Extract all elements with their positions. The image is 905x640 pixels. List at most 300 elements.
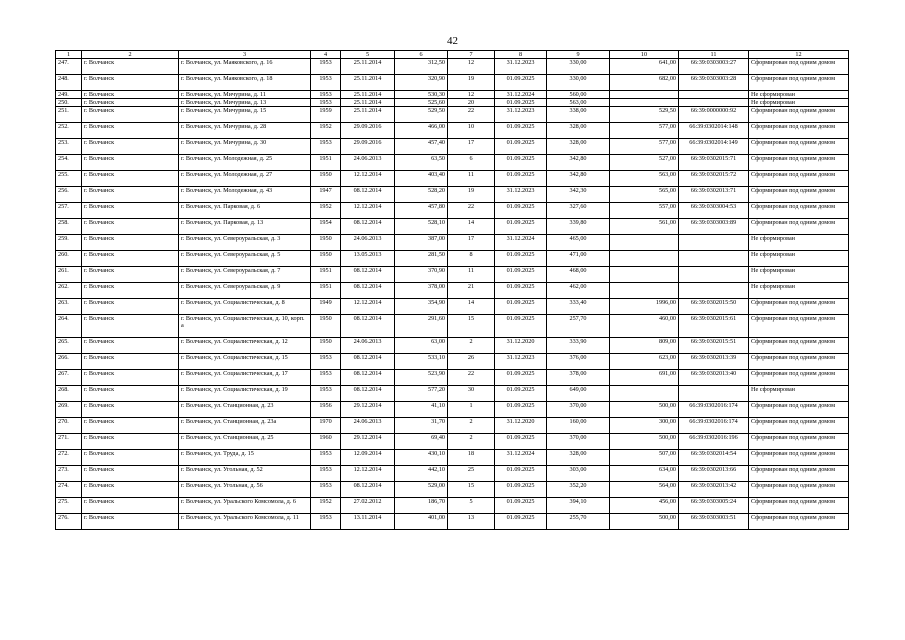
year-cell: 1952 [311,498,341,514]
deadline-cell: 01.09.2025 [495,482,547,498]
status-cell: Сформирован под одним домом [749,514,849,530]
count-cell: 13 [448,514,495,530]
year-cell: 1954 [311,219,341,235]
table-row [56,482,849,498]
value-cell: 328,00 [547,139,610,155]
cadastral-number-cell: 66:39:0302014:54 [679,450,749,466]
date-cell: 24.06.2013 [341,235,395,251]
city-cell: г. Волчанск [82,386,179,402]
address-cell: г. Волчанск, ул. Социалистическая, д. 17 [179,370,311,386]
count-cell: 11 [448,171,495,187]
row-number-cell: 258. [56,219,82,235]
city-cell: г. Волчанск [82,466,179,482]
row-number-cell: 276. [56,514,82,530]
table-row [56,203,849,219]
count-cell: 15 [448,315,495,338]
year-cell: 1951 [311,155,341,171]
row-number-cell: 248. [56,75,82,91]
value-cell: 376,00 [547,354,610,370]
status-cell: Не сформирован [749,91,849,99]
area-cell: 457,80 [395,203,448,219]
deadline-cell: 01.09.2025 [495,219,547,235]
count-cell: 2 [448,434,495,450]
value-cell: 333,90 [547,338,610,354]
land-area-cell: 527,00 [610,155,679,171]
date-cell: 08.12.2014 [341,267,395,283]
status-cell: Сформирован под одним домом [749,450,849,466]
cadastral-number-cell: 66:39:0302013:40 [679,370,749,386]
value-cell: 255,70 [547,514,610,530]
address-cell: г. Волчанск, ул. Мичурина, д. 28 [179,123,311,139]
deadline-cell: 01.09.2025 [495,514,547,530]
cadastral-number-cell: 66:39:0302015:61 [679,315,749,338]
land-area-cell: 1996,00 [610,299,679,315]
table-row [56,370,849,386]
area-cell: 577,20 [395,386,448,402]
row-number-cell: 271. [56,434,82,450]
count-cell: 22 [448,203,495,219]
year-cell: 1953 [311,450,341,466]
year-cell: 1951 [311,267,341,283]
date-cell: 08.12.2014 [341,219,395,235]
value-cell: 328,00 [547,450,610,466]
table-row [56,99,849,107]
city-cell: г. Волчанск [82,123,179,139]
table-row [56,235,849,251]
table-row [56,338,849,354]
cadastral-number-cell: 66:39:0302015:71 [679,155,749,171]
land-area-cell: 623,00 [610,354,679,370]
cadastral-number-cell: 66:39:0302016:174 [679,402,749,418]
year-cell: 1952 [311,203,341,219]
year-cell: 1950 [311,251,341,267]
row-number-cell: 268. [56,386,82,402]
address-cell: г. Волчанск, ул. Парковая, д. 6 [179,203,311,219]
row-number-cell: 274. [56,482,82,498]
value-cell: 257,70 [547,315,610,338]
value-cell: 333,40 [547,299,610,315]
count-cell: 25 [448,466,495,482]
land-area-cell: 500,00 [610,514,679,530]
status-cell: Сформирован под одним домом [749,338,849,354]
area-cell: 528,20 [395,187,448,203]
year-cell: 1953 [311,482,341,498]
year-cell: 1950 [311,171,341,187]
table-row [56,315,849,338]
land-area-cell [610,251,679,267]
table-row [56,91,849,99]
deadline-cell: 01.09.2025 [495,251,547,267]
status-cell: Не сформирован [749,386,849,402]
cadastral-number-cell: 66:39:0302013:42 [679,482,749,498]
area-cell: 530,30 [395,91,448,99]
date-cell: 29.12.2014 [341,434,395,450]
row-number-cell: 251. [56,107,82,123]
address-cell: г. Волчанск, ул. Социалистическая, д. 8 [179,299,311,315]
deadline-cell: 01.09.2025 [495,267,547,283]
header-cell: 9 [547,51,610,59]
deadline-cell: 31.12.2024 [495,235,547,251]
cadastral-number-cell: 66:39:0302016:174 [679,418,749,434]
land-area-cell: 500,00 [610,434,679,450]
date-cell: 25.11.2014 [341,59,395,75]
deadline-cell: 01.09.2025 [495,139,547,155]
date-cell: 27.02.2012 [341,498,395,514]
city-cell: г. Волчанск [82,354,179,370]
address-cell: г. Волчанск, ул. Труда, д. 15 [179,450,311,466]
deadline-cell: 31.12.2023 [495,354,547,370]
area-cell: 523,90 [395,370,448,386]
deadline-cell: 31.12.2023 [495,107,547,123]
status-cell: Сформирован под одним домом [749,75,849,91]
count-cell: 22 [448,370,495,386]
deadline-cell: 01.09.2025 [495,386,547,402]
status-cell: Сформирован под одним домом [749,299,849,315]
land-area-cell: 565,00 [610,187,679,203]
count-cell: 22 [448,107,495,123]
deadline-cell: 01.09.2025 [495,99,547,107]
row-number-cell: 250. [56,99,82,107]
area-cell: 528,10 [395,219,448,235]
area-cell: 320,90 [395,75,448,91]
value-cell: 468,00 [547,267,610,283]
land-area-cell: 507,00 [610,450,679,466]
deadline-cell: 01.09.2025 [495,299,547,315]
row-number-cell: 256. [56,187,82,203]
deadline-cell: 01.09.2025 [495,123,547,139]
city-cell: г. Волчанск [82,267,179,283]
cadastral-number-cell: 66:39:0302016:196 [679,434,749,450]
header-cell: 3 [179,51,311,59]
cadastral-number-cell: 66:39:0303003:27 [679,59,749,75]
status-cell: Сформирован под одним домом [749,107,849,123]
address-cell: г. Волчанск, ул. Мичурина, д. 30 [179,139,311,155]
year-cell: 1950 [311,235,341,251]
row-number-cell: 263. [56,299,82,315]
row-number-cell: 260. [56,251,82,267]
table-row [56,267,849,283]
year-cell: 1951 [311,283,341,299]
area-cell: 529,50 [395,107,448,123]
city-cell: г. Волчанск [82,203,179,219]
address-cell: г. Волчанск, ул. Североуральская, д. 7 [179,267,311,283]
city-cell: г. Волчанск [82,338,179,354]
row-number-cell: 255. [56,171,82,187]
address-cell: г. Волчанск, ул. Станционная, д. 23 [179,402,311,418]
table-row [56,386,849,402]
date-cell: 08.12.2014 [341,482,395,498]
cadastral-number-cell: 66:39:0302014:148 [679,123,749,139]
status-cell: Сформирован под одним домом [749,434,849,450]
land-area-cell [610,99,679,107]
land-area-cell: 460,00 [610,315,679,338]
value-cell: 342,80 [547,171,610,187]
value-cell: 328,00 [547,123,610,139]
date-cell: 12.12.2014 [341,466,395,482]
value-cell: 339,80 [547,219,610,235]
table-row [56,187,849,203]
count-cell: 14 [448,299,495,315]
year-cell: 1947 [311,187,341,203]
table-row [56,75,849,91]
date-cell: 29.12.2014 [341,402,395,418]
count-cell: 26 [448,354,495,370]
address-cell: г. Волчанск, ул. Маяковского, д. 18 [179,75,311,91]
row-number-cell: 265. [56,338,82,354]
value-cell: 560,00 [547,91,610,99]
address-cell: г. Волчанск, ул. Молодежная, д. 43 [179,187,311,203]
date-cell: 08.12.2014 [341,283,395,299]
city-cell: г. Волчанск [82,91,179,99]
value-cell: 563,00 [547,99,610,107]
row-number-cell: 247. [56,59,82,75]
address-cell: г. Волчанск, ул. Мичурина, д. 11 [179,91,311,99]
area-cell: 401,00 [395,514,448,530]
deadline-cell: 01.09.2025 [495,402,547,418]
count-cell: 18 [448,450,495,466]
row-number-cell: 254. [56,155,82,171]
area-cell: 466,00 [395,123,448,139]
row-number-cell: 261. [56,267,82,283]
area-cell: 63,00 [395,338,448,354]
deadline-cell: 31.12.2023 [495,59,547,75]
year-cell: 1959 [311,107,341,123]
date-cell: 25.11.2014 [341,99,395,107]
deadline-cell: 31.12.2020 [495,418,547,434]
table-row [56,434,849,450]
table-row [56,219,849,235]
city-cell: г. Волчанск [82,498,179,514]
date-cell: 24.06.2013 [341,338,395,354]
count-cell: 8 [448,251,495,267]
status-cell: Сформирован под одним домом [749,203,849,219]
value-cell: 342,30 [547,187,610,203]
area-cell: 281,50 [395,251,448,267]
area-cell: 378,00 [395,283,448,299]
cadastral-number-cell: 66:39:0303003:28 [679,75,749,91]
area-cell: 529,00 [395,482,448,498]
table-row [56,402,849,418]
city-cell: г. Волчанск [82,139,179,155]
area-cell: 41,10 [395,402,448,418]
address-cell: г. Волчанск, ул. Социалистическая, д. 15 [179,354,311,370]
year-cell: 1953 [311,59,341,75]
count-cell: 19 [448,187,495,203]
table-row [56,155,849,171]
date-cell: 13.11.2014 [341,514,395,530]
cadastral-number-cell: 66:39:0302015:72 [679,171,749,187]
land-area-cell: 691,00 [610,370,679,386]
deadline-cell: 01.09.2025 [495,155,547,171]
city-cell: г. Волчанск [82,155,179,171]
city-cell: г. Волчанск [82,299,179,315]
row-number-cell: 266. [56,354,82,370]
status-cell: Сформирован под одним домом [749,402,849,418]
table-row [56,139,849,155]
deadline-cell: 01.09.2025 [495,171,547,187]
status-cell: Сформирован под одним домом [749,155,849,171]
date-cell: 25.11.2014 [341,107,395,123]
housing-table [55,50,849,530]
city-cell: г. Волчанск [82,450,179,466]
table-row [56,59,849,75]
year-cell: 1953 [311,139,341,155]
cadastral-number-cell [679,283,749,299]
page-number: 42 [447,35,458,47]
year-cell: 1953 [311,386,341,402]
date-cell: 08.12.2014 [341,386,395,402]
land-area-cell: 561,00 [610,219,679,235]
year-cell: 1949 [311,299,341,315]
value-cell: 327,60 [547,203,610,219]
deadline-cell: 01.09.2025 [495,498,547,514]
land-area-cell: 577,00 [610,139,679,155]
value-cell: 462,00 [547,283,610,299]
header-cell: 1 [56,51,82,59]
status-cell: Не сформирован [749,283,849,299]
count-cell: 1 [448,402,495,418]
city-cell: г. Волчанск [82,418,179,434]
value-cell: 330,00 [547,75,610,91]
date-cell: 12.12.2014 [341,171,395,187]
header-cell: 8 [495,51,547,59]
deadline-cell: 31.12.2024 [495,91,547,99]
address-cell: г. Волчанск, ул. Уральского Комсомола, д. 11 [179,514,311,530]
date-cell: 12.12.2014 [341,299,395,315]
table-row [56,107,849,123]
year-cell: 1953 [311,91,341,99]
address-cell: г. Волчанск, ул. Мичурина, д. 13 [179,99,311,107]
year-cell: 1953 [311,99,341,107]
address-cell: г. Волчанск, ул. Социалистическая, д. 19 [179,386,311,402]
city-cell: г. Волчанск [82,171,179,187]
land-area-cell: 577,00 [610,123,679,139]
year-cell: 1953 [311,514,341,530]
year-cell: 1953 [311,466,341,482]
table-row [56,514,849,530]
status-cell: Не сформирован [749,99,849,107]
address-cell: г. Волчанск, ул. Мичурина, д. 15 [179,107,311,123]
status-cell: Сформирован под одним домом [749,354,849,370]
table-row [56,354,849,370]
count-cell: 21 [448,283,495,299]
value-cell: 465,00 [547,235,610,251]
value-cell: 370,00 [547,402,610,418]
count-cell: 10 [448,123,495,139]
row-number-cell: 259. [56,235,82,251]
header-cell: 2 [82,51,179,59]
table-row [56,498,849,514]
city-cell: г. Волчанск [82,187,179,203]
count-cell: 30 [448,386,495,402]
cadastral-number-cell: 66:39:0303003:51 [679,514,749,530]
land-area-cell [610,235,679,251]
table-row [56,299,849,315]
row-number-cell: 249. [56,91,82,99]
year-cell: 1952 [311,123,341,139]
status-cell: Сформирован под одним домом [749,498,849,514]
date-cell: 13.05.2013 [341,251,395,267]
area-cell: 387,00 [395,235,448,251]
land-area-cell [610,283,679,299]
address-cell: г. Волчанск, ул. Социалистическая, д. 10, корп. а [179,315,311,338]
land-area-cell: 456,00 [610,498,679,514]
deadline-cell: 01.09.2025 [495,315,547,338]
count-cell: 5 [448,498,495,514]
header-cell: 4 [311,51,341,59]
header-cell: 10 [610,51,679,59]
date-cell: 25.11.2014 [341,75,395,91]
table-row [56,450,849,466]
cadastral-number-cell [679,235,749,251]
area-cell: 312,50 [395,59,448,75]
cadastral-number-cell: 66:39:0303005:24 [679,498,749,514]
status-cell: Сформирован под одним домом [749,139,849,155]
value-cell: 352,20 [547,482,610,498]
deadline-cell: 01.09.2025 [495,75,547,91]
land-area-cell: 300,00 [610,418,679,434]
address-cell: г. Волчанск, ул. Угольная, д. 52 [179,466,311,482]
value-cell: 394,10 [547,498,610,514]
row-number-cell: 264. [56,315,82,338]
deadline-cell: 01.09.2025 [495,466,547,482]
address-cell: г. Волчанск, ул. Молодежная, д. 25 [179,155,311,171]
address-cell: г. Волчанск, ул. Угольная, д. 56 [179,482,311,498]
city-cell: г. Волчанск [82,251,179,267]
year-cell: 1953 [311,75,341,91]
count-cell: 17 [448,139,495,155]
row-number-cell: 269. [56,402,82,418]
header-cell: 6 [395,51,448,59]
date-cell: 29.09.2016 [341,123,395,139]
value-cell: 342,80 [547,155,610,171]
status-cell: Не сформирован [749,251,849,267]
address-cell: г. Волчанск, ул. Парковая, д. 13 [179,219,311,235]
year-cell: 1950 [311,338,341,354]
header-cell: 7 [448,51,495,59]
land-area-cell: 634,00 [610,466,679,482]
cadastral-number-cell [679,386,749,402]
cadastral-number-cell: 66:39:0303003:89 [679,219,749,235]
area-cell: 291,60 [395,315,448,338]
cadastral-number-cell: 66:39:0303004:53 [679,203,749,219]
value-cell: 303,00 [547,466,610,482]
row-number-cell: 267. [56,370,82,386]
city-cell: г. Волчанск [82,75,179,91]
count-cell: 20 [448,99,495,107]
city-cell: г. Волчанск [82,99,179,107]
table-row [56,171,849,187]
date-cell: 12.12.2014 [341,203,395,219]
city-cell: г. Волчанск [82,283,179,299]
row-number-cell: 272. [56,450,82,466]
status-cell: Сформирован под одним домом [749,370,849,386]
cadastral-number-cell [679,91,749,99]
address-cell: г. Волчанск, ул. Социалистическая, д. 12 [179,338,311,354]
table-row [56,466,849,482]
city-cell: г. Волчанск [82,59,179,75]
cadastral-number-cell: 66:39:0302013:71 [679,187,749,203]
address-cell: г. Волчанск, ул. Маяковского, д. 16 [179,59,311,75]
land-area-cell: 682,00 [610,75,679,91]
address-cell: г. Волчанск, ул. Молодежная, д. 27 [179,171,311,187]
status-cell: Сформирован под одним домом [749,219,849,235]
city-cell: г. Волчанск [82,514,179,530]
header-cell: 5 [341,51,395,59]
table-row [56,123,849,139]
count-cell: 12 [448,91,495,99]
header-row [56,51,849,59]
